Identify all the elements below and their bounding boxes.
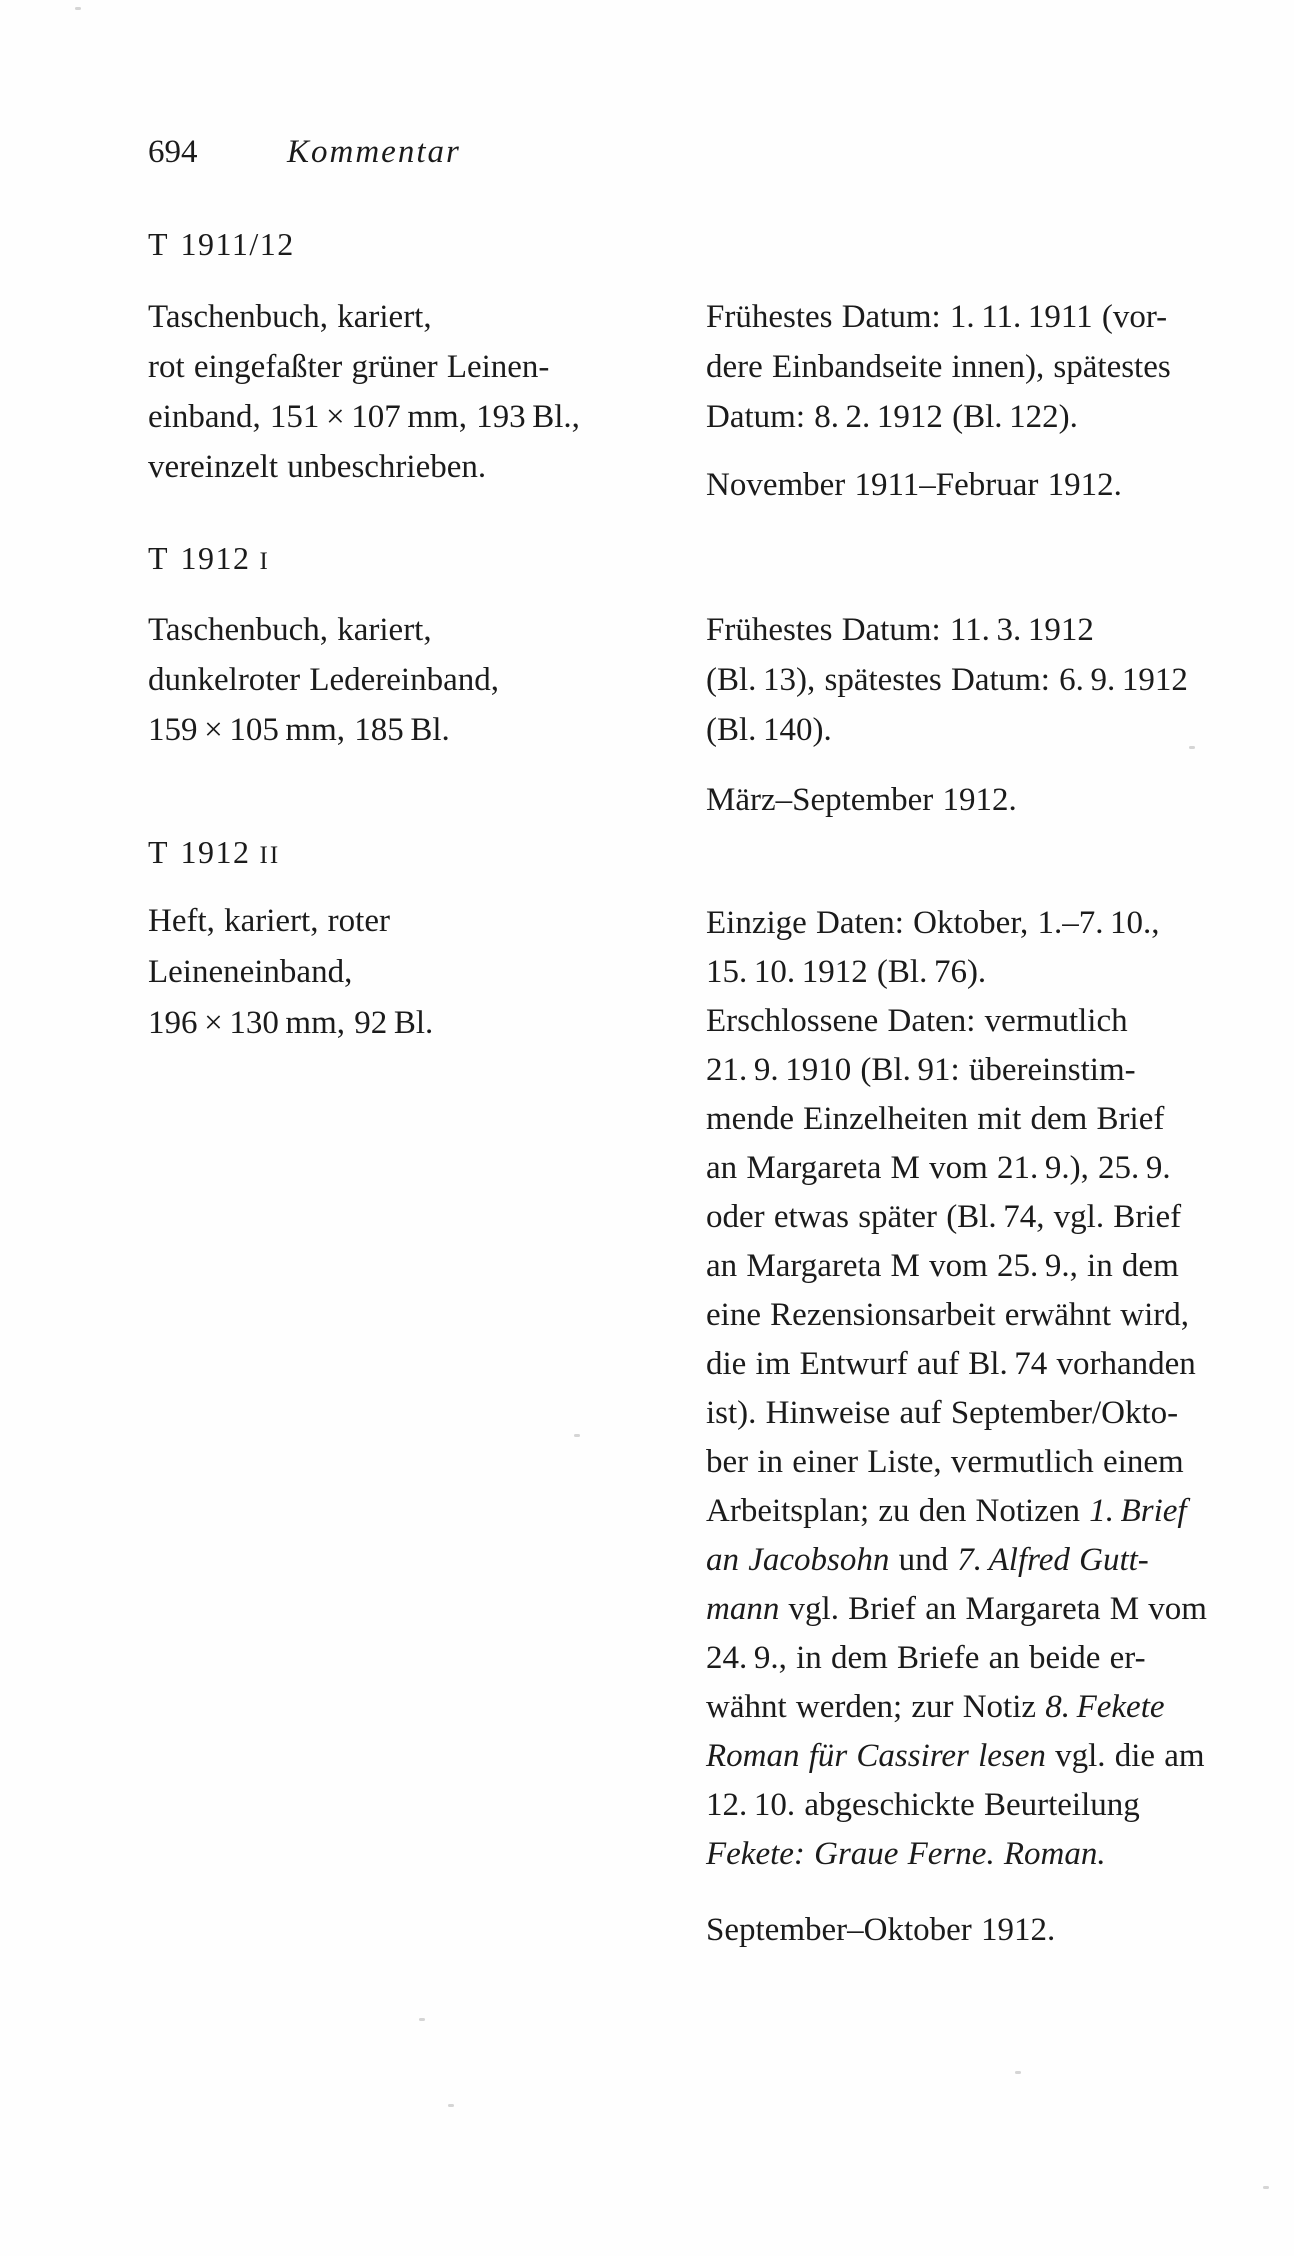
description-line: Taschenbuch, kariert,: [148, 612, 432, 648]
entry-id-t-1912-ii: [148, 832, 280, 876]
description-line: vereinzelt unbeschrieben.: [148, 449, 487, 485]
dating-line: Roman für Cassirer lesen vgl. die am: [706, 1738, 1205, 1774]
entry-description-t-1911-12: [148, 292, 688, 492]
entry-id-prefix: T: [148, 540, 168, 576]
dating-line: Erschlossene Daten: vermutlich: [706, 1003, 1128, 1039]
dating-line: 21. 9. 1910 (Bl. 91: übereinstim-: [706, 1052, 1136, 1088]
dating-line: an Jacobsohn und 7. Alfred Gutt-: [706, 1542, 1149, 1578]
dating-line: (Bl. 13), spätestes Datum: 6. 9. 1912: [706, 662, 1188, 698]
entry-description-t-1912-ii: [148, 896, 688, 1049]
dating-line: mende Einzelheiten mit dem Brief: [706, 1101, 1165, 1137]
dating-line: wähnt werden; zur Notiz 8. Fekete: [706, 1689, 1165, 1725]
description-line: Leineneinband,: [148, 954, 353, 990]
page-number: 694: [148, 134, 198, 170]
scan-speck: [574, 1434, 580, 1437]
dating-line: Frühestes Datum: 1. 11. 1911 (vor-: [706, 299, 1168, 335]
dating-line: dere Einbandseite innen), spätestes: [706, 349, 1171, 385]
entry-dating-t-1911-12: [706, 292, 1266, 442]
dating-line: oder etwas später (Bl. 74, vgl. Brief: [706, 1199, 1182, 1235]
description-line: einband, 151 × 107 mm, 193 Bl.,: [148, 399, 580, 435]
dating-line: Einzige Daten: Oktober, 1.–7. 10.,: [706, 905, 1160, 941]
dating-line: an Margareta M vom 25. 9., in dem: [706, 1248, 1179, 1284]
scan-speck: [1189, 746, 1195, 749]
entry-id-main: 1911/12: [180, 226, 295, 262]
dating-line: eine Rezensionsarbeit erwähnt wird,: [706, 1297, 1190, 1333]
dating-line: 12. 10. abgeschickte Beurteilung: [706, 1787, 1140, 1823]
dating-line: ist). Hinweise auf September/Okto-: [706, 1395, 1179, 1431]
scan-speck: [1263, 2186, 1269, 2189]
page-header: [148, 130, 461, 174]
dating-line: an Margareta M vom 21. 9.), 25. 9.: [706, 1150, 1171, 1186]
dating-line: Frühestes Datum: 11. 3. 1912: [706, 612, 1094, 648]
entry-id-t-1911-12: [148, 224, 304, 268]
dating-line: mann vgl. Brief an Margareta M vom: [706, 1591, 1207, 1627]
description-line: dunkelroter Ledereinband,: [148, 662, 499, 698]
entry-date-range: März–September 1912.: [706, 782, 1017, 818]
entry-dating-t-1912-i: [706, 605, 1266, 755]
scan-speck: [448, 2104, 454, 2107]
description-line: Heft, kariert, roter: [148, 903, 390, 939]
entry-id-prefix: T: [148, 226, 168, 262]
dating-line: Datum: 8. 2. 1912 (Bl. 122).: [706, 399, 1078, 435]
entry-date-range: November 1911–Februar 1912.: [706, 467, 1122, 503]
entry-date-range: September–Oktober 1912.: [706, 1912, 1056, 1948]
scan-speck: [419, 2018, 425, 2021]
description-line: 196 × 130 mm, 92 Bl.: [148, 1005, 434, 1041]
dating-line: ber in einer Liste, vermutlich einem: [706, 1444, 1184, 1480]
dating-line: 24. 9., in dem Briefe an beide er-: [706, 1640, 1146, 1676]
entry-description-t-1912-i: [148, 605, 688, 755]
description-line: 159 × 105 mm, 185 Bl.: [148, 712, 450, 748]
running-title: Kommentar: [287, 134, 461, 170]
entry-id-numeral: I: [259, 548, 270, 575]
entry-id-main: 1912: [180, 834, 251, 870]
entry-id-main: 1912: [180, 540, 251, 576]
entry-id-t-1912-i: [148, 538, 270, 582]
dating-line: die im Entwurf auf Bl. 74 vorhanden: [706, 1346, 1196, 1382]
dating-line: (Bl. 140).: [706, 712, 832, 748]
dating-line: Arbeitsplan; zu den Notizen 1. Brief: [706, 1493, 1187, 1529]
scan-speck: [75, 7, 81, 10]
scan-speck: [1015, 2071, 1021, 2074]
entry-id-prefix: T: [148, 834, 168, 870]
dating-line: 15. 10. 1912 (Bl. 76).: [706, 954, 987, 990]
entry-id-numeral: II: [259, 842, 281, 869]
entry-dating-t-1912-ii: [706, 899, 1266, 1879]
description-line: rot eingefaßter grüner Leinen-: [148, 349, 550, 385]
description-line: Taschenbuch, kariert,: [148, 299, 432, 335]
dating-line: Fekete: Graue Ferne. Roman.: [706, 1836, 1106, 1872]
